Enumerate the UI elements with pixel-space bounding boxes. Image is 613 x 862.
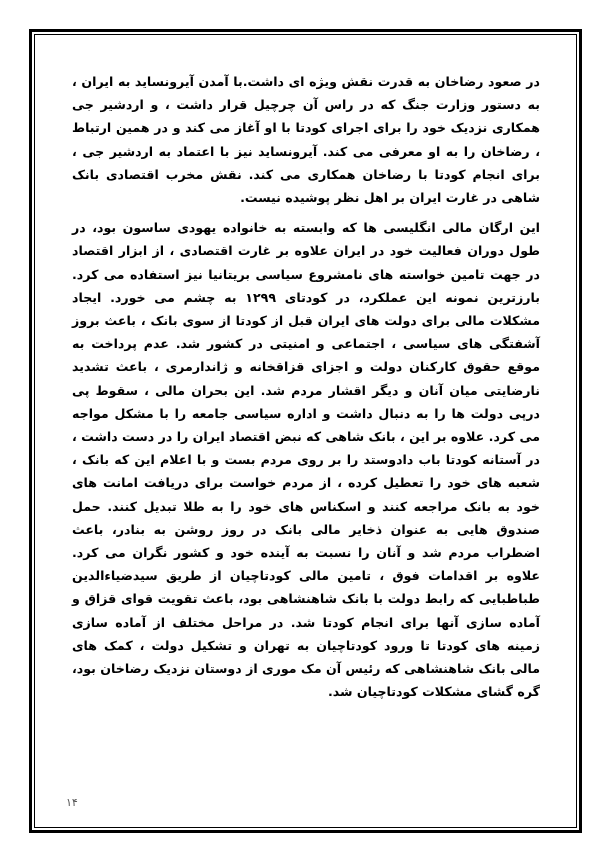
paragraph-1: در صعود رضاخان به قدرت نقش ویژه ای داشت.با آمدن آیرونساید به ایران ، به دستور وزارت جنگ که در راس آن چرچیل قرار داشت ، و اردشیر جی همکاری نزدیک خود را برای اجرای کودتا با او آغاز می کند و در همین ارتباط ، رضاخان را به او معرفی می کند. آیرونساید نیز با اعتماد به اردشیر جی ، برای انجام کودتا با رضاخان همکاری می کند. نقش مخرب اقتصادی بانک شاهی در غارت ایران بر اهل نظر پوشیده نیست. [72,74,540,206]
document-body [72,70,540,710]
paragraph-2: این ارگان مالی انگلیسی ها که وابسته به خانواده یهودی ساسون بود، در طول دوران فعالیت خود در ایران علاوه بر غارت اقتصادی ، از ابزار اقتصاد در جهت تامین خواسته های نامشروع سیاسی بریتانیا نیز استفاده می کرد. بارزترین نمونه این عملکرد، در کودتای ۱۲۹۹ به چشم می خورد. ایجاد مشکلات مالی برای دولت های ایران قبل از کودتا از سوی بانک ، باعث بروز آشفتگی های سیاسی ، اجتماعی و امنیتی در کشور شد. عدم پرداخت به موقع حقوق کارکنان دولت و اجزای قزاقخانه و ژاندارمری ، باعث تشدید نارضایتی میان آنان و دیگر اقشار مردم شد. این بحران مالی ، سقوط پی درپی دولت ها را به دنبال داشت و اداره سیاسی جامعه را با مشکل مواجه می کرد. علاوه بر این ، بانک شاهی که نبض اقتصاد ایران را در دست داشت ، در آستانه کودتا باب دادوستد را بر روی مردم بست و با اعلام این که بانک ، شعبه های خود را تعطیل کرده ، از مردم خواست برای دریافت امانت های خود به بانک مراجعه کنند و اسکناس های خود را به طلا تبدیل کنند. حمل صندوق هایی به عنوان ذخایر مالی بانک در روز روشن به بنادر، باعث اضطراب مردم شد و آنان را نسبت به آینده خود و کشور نگران می کرد. علاوه بر اقدامات فوق ، تامین مالی کودتاچیان از طریق سیدضیاءالدین طباطبایی که رابط دولت با بانک شاهنشاهی بود، باعث تقویت قوای قزاق و آماده سازی آنها برای انجام کودتا شد. در مراحل مختلف از آماده سازی زمینه های کودتا تا ورود کودتاچیان به تهران و تشکیل دولت ، کمک های مالی بانک شاهنشاهی که رئیس آن مک موری از دوستان نزدیک رضاخان بود، گره گشای مشکلات کودتاچیان شد. [72,220,540,700]
page-number: ۱۴ [66,796,78,809]
